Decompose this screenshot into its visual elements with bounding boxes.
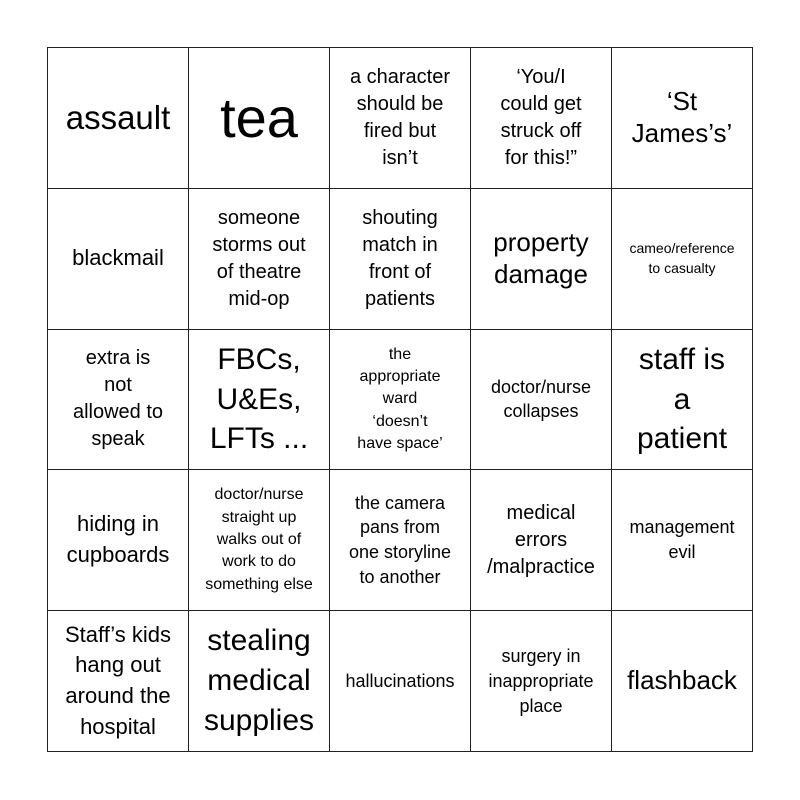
bingo-cell-3-4[interactable] <box>471 330 612 471</box>
cell-text: the camera pans from one storyline to another <box>348 492 452 588</box>
bingo-cell-4-5[interactable] <box>612 470 753 611</box>
cell-text: hallucinations <box>345 670 455 691</box>
cell-text: blackmail <box>72 245 164 271</box>
bingo-cell-5-1[interactable] <box>48 611 189 752</box>
cell-text: property damage <box>493 226 589 289</box>
bingo-cell-3-1[interactable] <box>48 330 189 471</box>
cell-text: cameo/reference to casualty <box>629 240 735 276</box>
cell-text: Staff’s kids hang out around the hospital <box>65 621 171 739</box>
cell-text: ‘You/I could get struck off for this!” <box>500 65 582 169</box>
cell-text: assault <box>65 99 171 137</box>
bingo-cell-1-2[interactable] <box>189 48 330 189</box>
cell-text: someone storms out of theatre mid-op <box>212 206 306 310</box>
bingo-cell-4-4[interactable] <box>471 470 612 611</box>
cell-text: medical errors /malpractice <box>487 501 595 578</box>
bingo-cell-4-3[interactable] <box>330 470 471 611</box>
bingo-cell-3-3[interactable] <box>330 330 471 471</box>
cell-text: doctor/nurse collapses <box>490 376 592 422</box>
bingo-board <box>47 47 753 752</box>
bingo-cell-2-5[interactable] <box>612 189 753 330</box>
bingo-cell-1-3[interactable] <box>330 48 471 189</box>
bingo-cell-2-3[interactable] <box>330 189 471 330</box>
cell-text: hiding in cupboards <box>66 511 170 568</box>
bingo-cell-2-1[interactable] <box>48 189 189 330</box>
bingo-cell-2-2[interactable] <box>189 189 330 330</box>
cell-text: stealing medical supplies <box>203 624 315 738</box>
cell-text: FBCs, U&Es, LFTs ... <box>209 342 309 456</box>
cell-text: staff is a patient <box>636 342 728 456</box>
cell-text: management evil <box>629 517 735 563</box>
bingo-cell-1-4[interactable] <box>471 48 612 189</box>
cell-text: doctor/nurse straight up walks out of work to do something else <box>205 486 313 593</box>
cell-text: surgery in inappropriate place <box>488 645 594 716</box>
bingo-cell-4-2[interactable] <box>189 470 330 611</box>
bingo-cell-1-1[interactable] <box>48 48 189 189</box>
bingo-cell-5-2[interactable] <box>189 611 330 752</box>
bingo-cell-4-1[interactable] <box>48 470 189 611</box>
cell-text: a character should be fired but isn’t <box>349 65 451 169</box>
bingo-cell-5-4[interactable] <box>471 611 612 752</box>
bingo-cell-3-5[interactable] <box>612 330 753 471</box>
cell-text: flashback <box>627 665 737 696</box>
cell-text: extra is not allowed to speak <box>72 347 164 451</box>
bingo-cell-5-3[interactable] <box>330 611 471 752</box>
cell-text: tea <box>220 85 298 149</box>
bingo-cell-2-4[interactable] <box>471 189 612 330</box>
bingo-cell-1-5[interactable] <box>612 48 753 189</box>
cell-text: shouting match in front of patients <box>362 206 438 310</box>
bingo-cell-3-2[interactable] <box>189 330 330 471</box>
cell-text: ‘St James’s’ <box>631 86 733 148</box>
bingo-cell-5-5[interactable] <box>612 611 753 752</box>
cell-text: the appropriate ward ‘doesn’t have space’ <box>357 345 443 453</box>
